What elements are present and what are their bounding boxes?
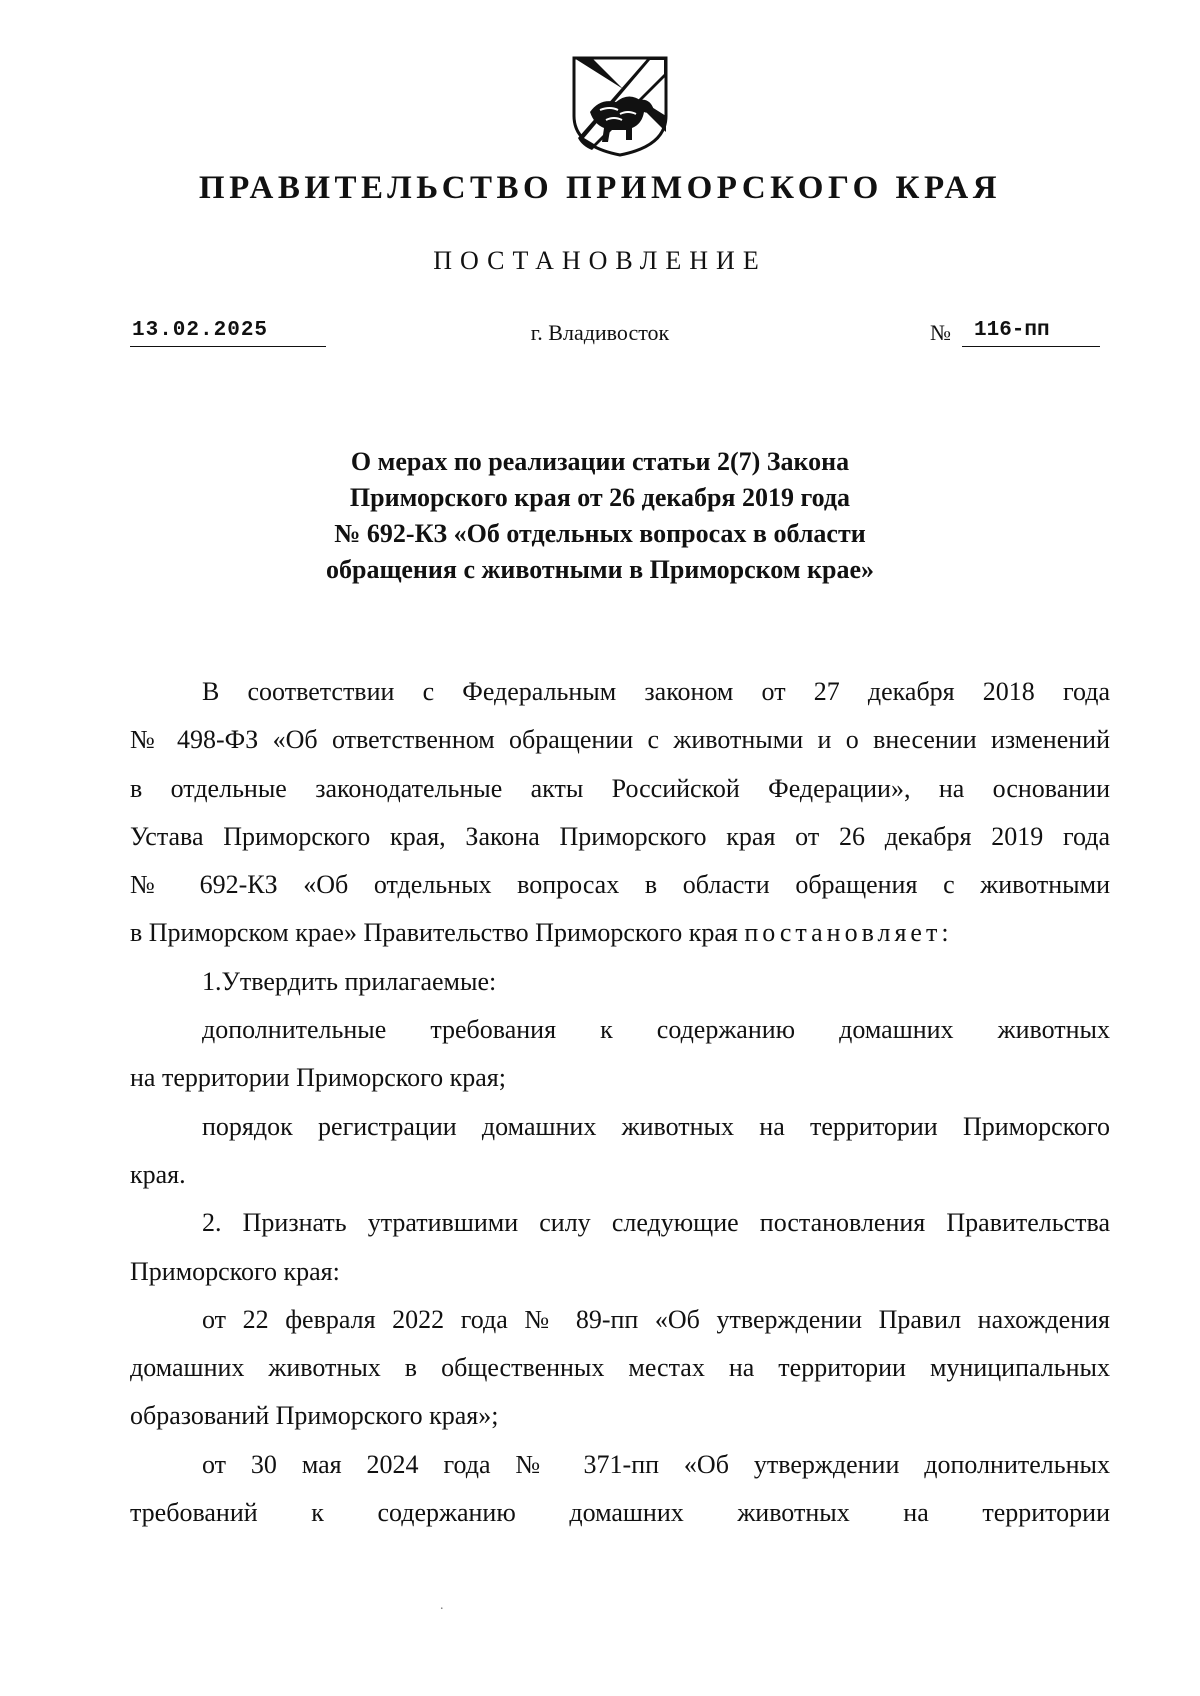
resolves-word: постановляет: (744, 918, 953, 948)
document-date: 13.02.2025 (132, 319, 269, 342)
title-line: Приморского края от 26 декабря 2019 года (349, 483, 851, 512)
number-field (962, 318, 1100, 347)
body-line: порядок регистрации домашних животных на территории Приморского (202, 1111, 1110, 1141)
body-line: от 30 мая 2024 года № 371-пп «Об утверждении дополнительных (202, 1449, 1110, 1479)
body-line: на территории Приморского края; (130, 1063, 506, 1093)
body-line: требований к содержанию домашних животных на территории (130, 1498, 1110, 1528)
body-line: Приморского края: (130, 1256, 340, 1286)
document-number: 116-пп (974, 319, 1050, 342)
body-line-with-resolution (130, 909, 1110, 957)
body-line: Устава Приморского края, Закона Приморского края от 26 декабря 2019 года (130, 821, 1110, 851)
coat-of-arms-emblem (570, 54, 670, 158)
number-label: № (930, 320, 951, 345)
body-line: № 692-КЗ «Об отдельных вопросах в области обращения с животными (130, 870, 1110, 900)
title-line: обращения с животными в Приморском крае» (325, 555, 875, 584)
body-line: в Приморском крае» Правительство Приморского края (130, 918, 738, 948)
body-line: № 498-ФЗ «Об ответственном обращении с животными и о внесении изменений (130, 725, 1110, 755)
document-type: ПОСТАНОВЛЕНИЕ (433, 246, 767, 275)
body-line: 1.Утвердить прилагаемые: (202, 966, 497, 996)
title-line: О мерах по реализации статьи 2(7) Закона (350, 447, 850, 476)
body-line: домашних животных в общественных местах на территории муниципальных (130, 1353, 1110, 1383)
footer-mark: . (440, 1598, 444, 1613)
organization-heading: ПРАВИТЕЛЬСТВО ПРИМОРСКОГО КРАЯ (198, 170, 1002, 206)
body-line: В соответствии с Федеральным законом от 27 декабря 2018 года (202, 677, 1110, 706)
document-body (130, 668, 1110, 1537)
body-line: дополнительные требования к содержанию домашних животных (202, 1015, 1110, 1045)
city: г. Владивосток (530, 320, 670, 345)
body-line: в отдельные законодательные акты Российской Федерации», на основании (130, 773, 1110, 803)
title-line: № 692-КЗ «Об отдельных вопросах в области (334, 519, 866, 548)
body-line: образований Приморского края»; (130, 1401, 499, 1431)
body-line: края. (130, 1159, 186, 1189)
document-title (0, 444, 1200, 588)
body-line: от 22 февраля 2022 года № 89-пп «Об утверждении Правил нахождения (202, 1304, 1110, 1334)
body-line: 2. Признать утратившими силу следующие постановления Правительства (202, 1208, 1110, 1238)
